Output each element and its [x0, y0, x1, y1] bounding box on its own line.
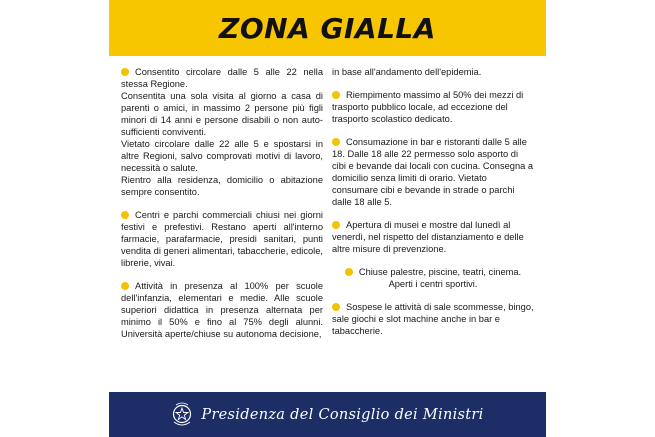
rule-line: in base all'andamento dell'epidemia.	[332, 67, 482, 77]
rule-museums	[332, 219, 534, 255]
rule-line: Sospese le attività di sale scommesse, bingo, sale giochi e slot machine anche in bar e tabaccherie.	[332, 302, 534, 336]
left-column	[121, 66, 323, 392]
bullet-icon	[332, 221, 340, 229]
rule-schools	[121, 280, 323, 340]
page-title: ZONA GIALLA	[219, 11, 436, 45]
rule-line: Riempimento massimo al 50% dei mezzi di trasporto pubblico locale, ad eccezione del trasporto scolastico dedicato.	[332, 90, 524, 124]
rule-line: Attività in presenza al 100% per scuole dell'infanzia, elementari e medie. Alle scuole superiori didattica in presenza alternata per minimo il 50% e fino al 75% degli alunni. Università aperte/chiuse su autonoma decisione,	[121, 281, 323, 339]
rule-movement	[121, 66, 323, 198]
info-card	[109, 0, 546, 437]
rule-gyms	[332, 266, 534, 290]
footer-institution-name: Presidenza del Consiglio dei Ministri	[201, 406, 484, 423]
bullet-icon	[332, 138, 340, 146]
rule-line: Consumazione in bar e ristoranti dalle 5 alle 18. Dalle 18 alle 22 permesso solo asporto di cibi e bevande dai locali con cucina. Consegna a domicilio senza limiti di orario. Vietato consumare cibi e bevande in strade o parchi dalle 18 alle 5.	[332, 137, 534, 207]
rule-line: Rientro alla residenza, domicilio o abitazione sempre consentito.	[121, 175, 323, 197]
bullet-icon	[332, 91, 340, 99]
content-area	[121, 66, 534, 392]
italian-republic-emblem-icon	[171, 402, 193, 428]
rule-shopping-centers	[121, 209, 323, 269]
rule-line: Vietato circolare dalle 22 alle 5 e spostarsi in altre Regioni, salvo comprovati motivi di lavoro, necessità o salute.	[121, 139, 323, 173]
rule-public-transport	[332, 89, 534, 125]
header-banner	[109, 0, 546, 56]
rule-line: Apertura di musei e mostre dal lunedì al venerdì, nel rispetto del distanziamento e delle altre misure di prevenzione.	[332, 220, 524, 254]
rule-line: Consentito circolare dalle 5 alle 22 nella stessa Regione.	[121, 67, 323, 89]
rule-line: Centri e parchi commerciali chiusi nei giorni festivi e prefestivi. Restano aperti all'interno farmacie, parafarmacie, presidi sanitari, punti vendita di generi alimentari, tabaccherie, edicole, librerie, vivai.	[121, 210, 323, 268]
footer-banner	[109, 392, 546, 437]
rule-line: Chiuse palestre, piscine, teatri, cinema.	[332, 266, 534, 278]
bullet-icon	[121, 282, 129, 290]
bullet-icon	[121, 211, 129, 219]
right-column	[332, 66, 534, 392]
bullet-icon	[345, 268, 353, 276]
rule-betting-halls	[332, 301, 534, 337]
bullet-icon	[121, 68, 129, 76]
rule-bars-restaurants	[332, 136, 534, 208]
bullet-icon	[332, 303, 340, 311]
rule-line: Aperti i centri sportivi.	[388, 279, 478, 289]
rule-line: Consentita una sola visita al giorno a casa di parenti o amici, in massimo 2 persone più figli minori di 14 anni e persone disabili o non auto-sufficienti conviventi.	[121, 91, 323, 137]
rule-schools-continued	[332, 66, 534, 78]
